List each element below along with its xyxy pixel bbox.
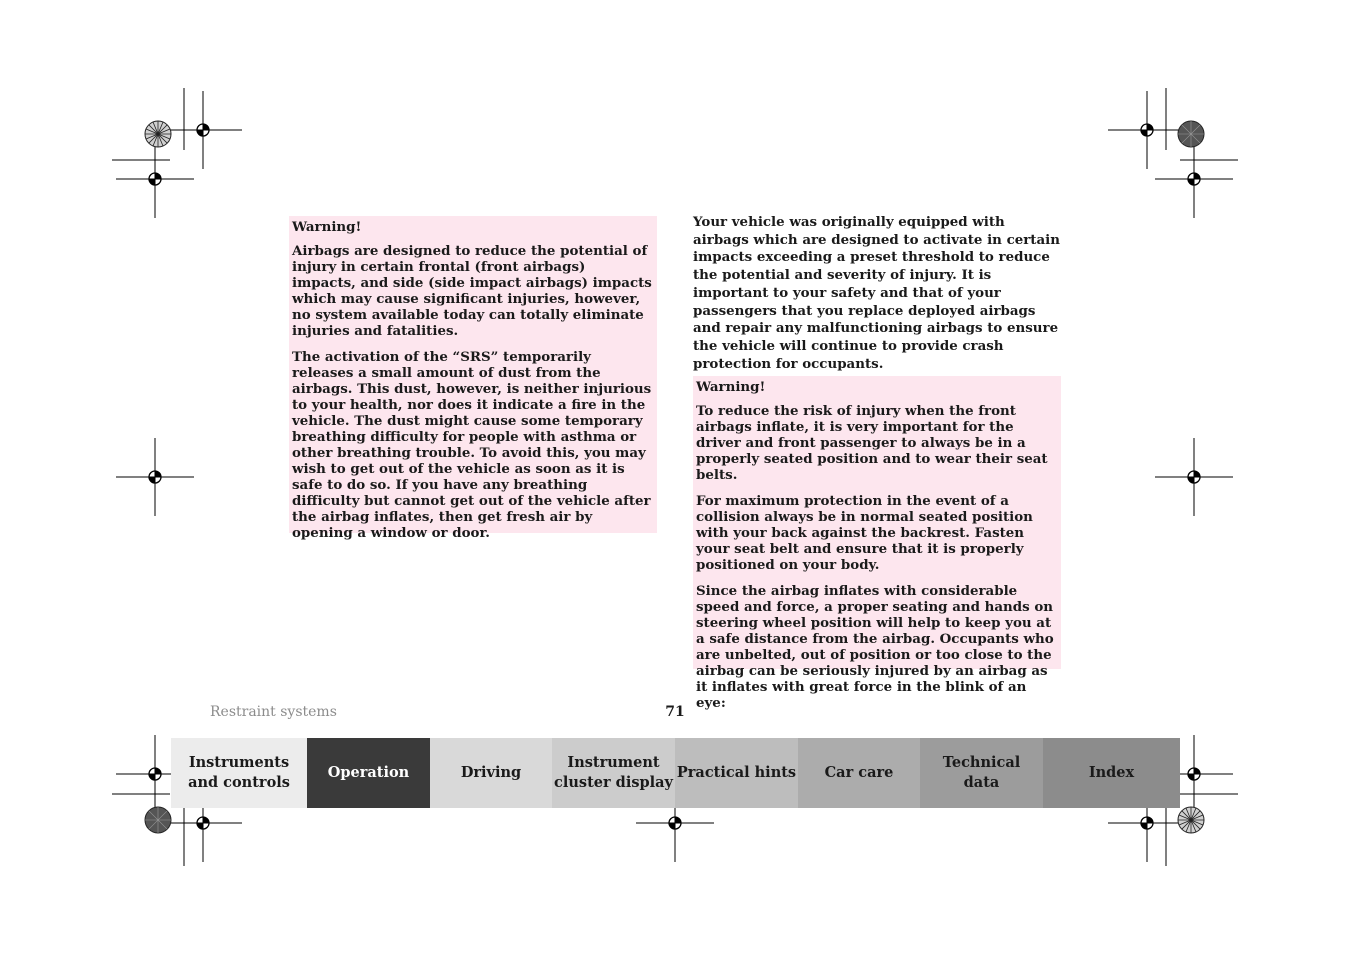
tab-practical-hints[interactable]: Practical hints	[675, 738, 798, 808]
warning-paragraph: To reduce the risk of injury when the front airbags inflate, it is very important for the driver and front passenger to always be in a properly seated position and to wear their seat belts.	[696, 403, 1048, 483]
tab-operation[interactable]: Operation	[307, 738, 430, 808]
tab-technical-data[interactable]: Technical data	[920, 738, 1043, 808]
tab-instrument-cluster-display[interactable]: Instrument cluster display	[552, 738, 675, 808]
warning-box-right	[693, 376, 1061, 711]
tab-driving[interactable]: Driving	[430, 738, 552, 808]
intro-paragraph: Your vehicle was originally equipped with airbags which are designed to activate in certain impacts exceeding a preset threshold to reduce the potential and severity of injury. It is important to your safety and that of your passengers that you replace deployed airbags and repair any malfunctioning airbags to ensure the vehicle will continue to provide crash protection for occupants.	[693, 214, 1060, 372]
warning-paragraph: For maximum protection in the event of a collision always be in normal seated position with your back against the backrest. Fasten your seat belt and ensure that it is properly positioned on your body.	[696, 493, 1033, 573]
warning-title: Warning!	[696, 379, 766, 395]
warning-paragraph: The activation of the “SRS” temporarily releases a small amount of dust from the airbags. This dust, however, is neither injurious to your health, nor does it indicate a fire in the vehicle. The dust might cause some temporary breathing difficulty for people with asthma or other breathing trouble. To avoid this, you may wish to get out of the vehicle as soon as it is safe to do so. If you have any breathing difficulty but cannot get out of the vehicle after the airbag inflates, then get fresh air by opening a window or door.	[292, 349, 652, 541]
page-number: 71	[665, 704, 685, 720]
warning-paragraph: Since the airbag inflates with considerable speed and force, a proper seating and hands on steering wheel position will help to keep you at a safe distance from the airbag. Occupants who are unbelted, out of position or too close to the airbag can be seriously injured by an airbag as it inflates with great force in the blink of an eye:	[696, 583, 1054, 711]
warning-box-left	[289, 216, 657, 541]
tab-instruments-and-controls[interactable]: Instruments and controls	[171, 738, 307, 808]
tab-index[interactable]: Index	[1043, 738, 1180, 808]
tab-car-care[interactable]: Car care	[798, 738, 920, 808]
chapter-tab-bar	[171, 738, 1180, 808]
warning-paragraph: Airbags are designed to reduce the potential of injury in certain frontal (front airbags) impacts, and side (side impact airbags) impacts which may cause significant injuries, however, no system available today can totally eliminate injuries and fatalities.	[292, 243, 652, 339]
warning-title: Warning!	[292, 219, 362, 235]
section-title: Restraint systems	[210, 704, 337, 720]
